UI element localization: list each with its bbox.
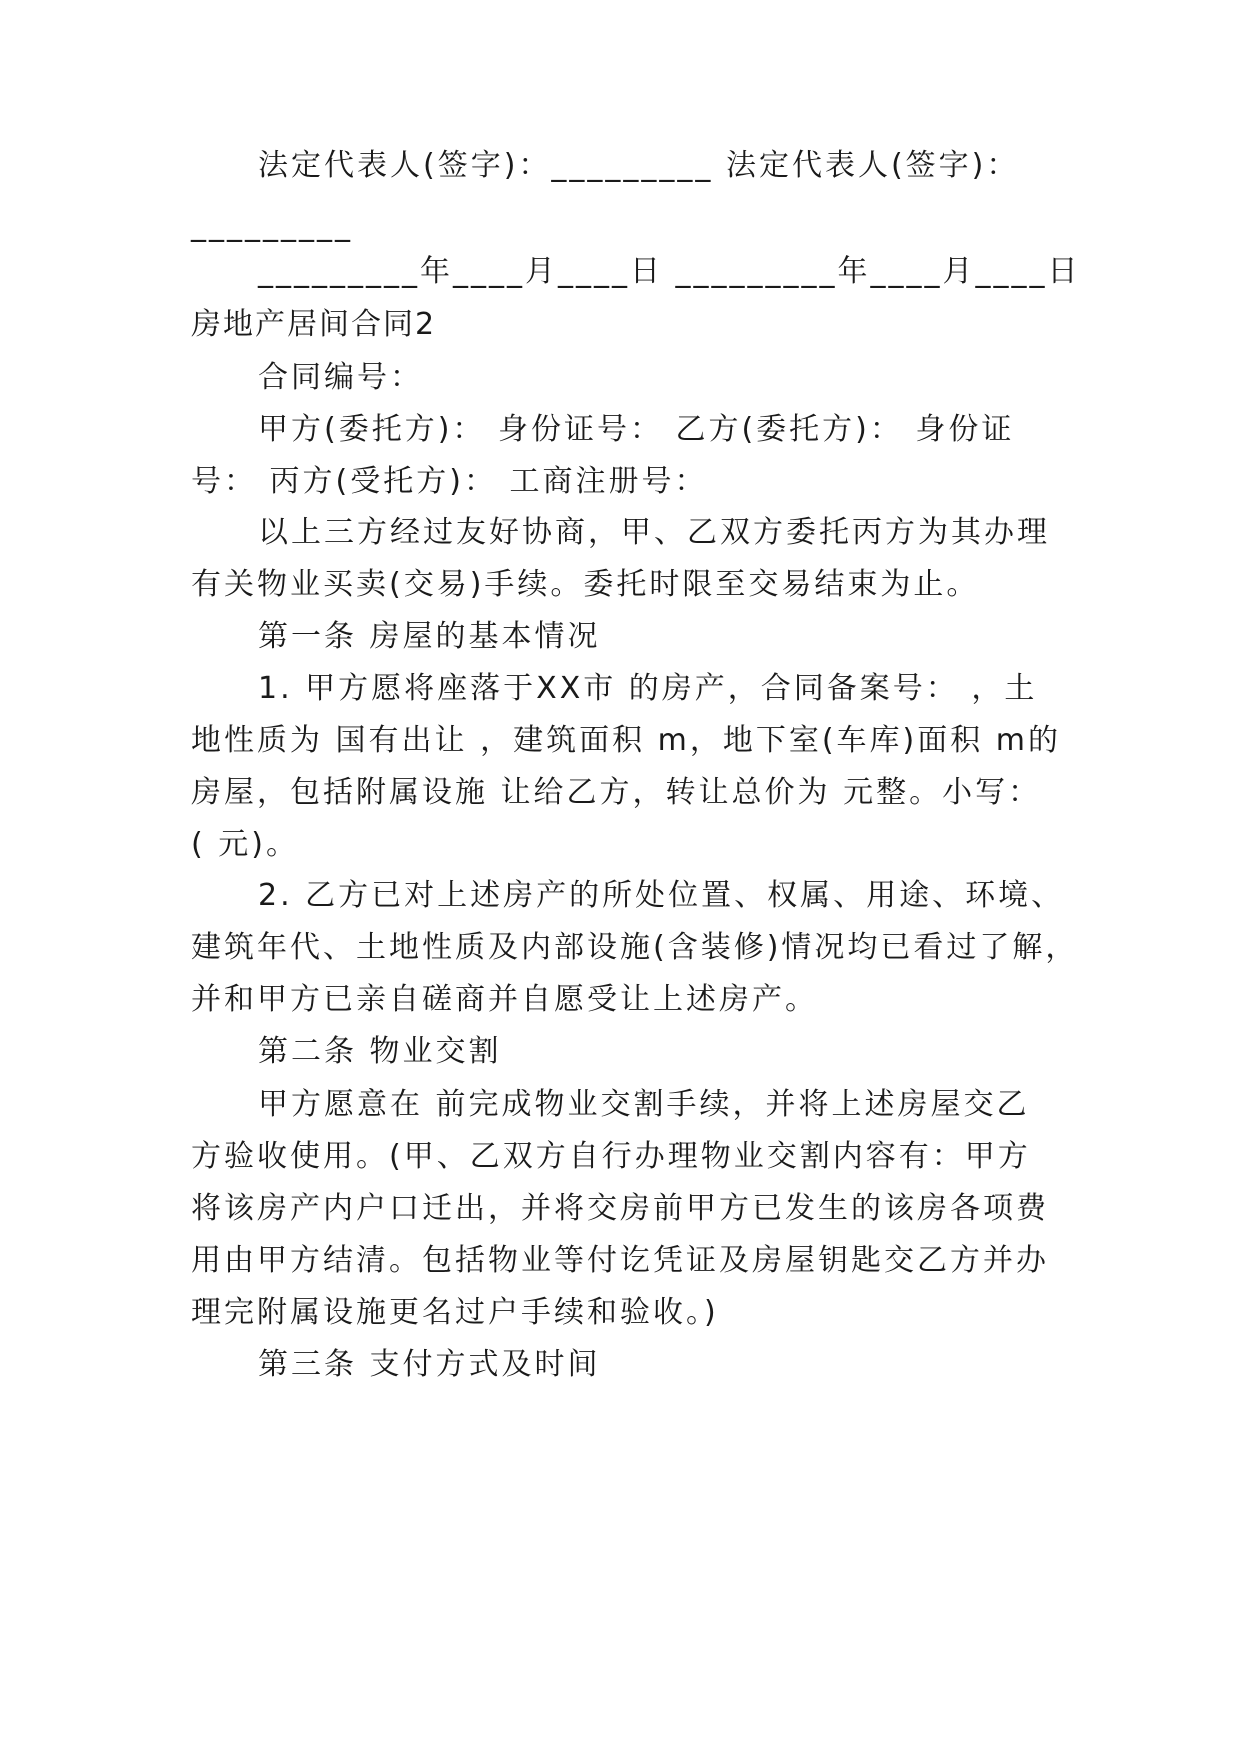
article-heading: 第一条 房屋的基本情况 bbox=[258, 619, 601, 654]
paragraph-line: 甲方愿意在 前完成物业交割手续，并将上述房屋交乙 bbox=[258, 1087, 1030, 1122]
signature-line: 法定代表人(签字)：_________ 法定代表人(签字)： bbox=[258, 148, 1020, 183]
date-line: _________年____月____日 _________年____月____日 bbox=[258, 254, 1081, 289]
paragraph-line: 方验收使用。(甲、乙双方自行办理物业交割内容有：甲方 bbox=[191, 1139, 1031, 1174]
paragraph-line: 将该房产内户口迁出，并将交房前甲方已发生的该房各项费 bbox=[191, 1191, 1049, 1226]
paragraph-line: 用由甲方结清。包括物业等付讫凭证及房屋钥匙交乙方并办 bbox=[191, 1243, 1049, 1278]
article-heading: 第二条 物业交割 bbox=[258, 1034, 502, 1069]
paragraph-line: 2. 乙方已对上述房产的所处位置、权属、用途、环境、 bbox=[258, 878, 1065, 913]
signature-underline: _________ bbox=[191, 208, 353, 243]
paragraph-line: 以上三方经过友好协商，甲、乙双方委托丙方为其办理 bbox=[258, 515, 1050, 550]
paragraph-line: 理完附属设施更名过户手续和验收。) bbox=[191, 1295, 719, 1330]
paragraph-line: 并和甲方已亲自磋商并自愿受让上述房产。 bbox=[191, 982, 818, 1017]
article-heading: 第三条 支付方式及时间 bbox=[258, 1347, 601, 1382]
contract-number: 合同编号： bbox=[258, 360, 423, 395]
paragraph-line: 地性质为 国有出让 ，建筑面积 m，地下室(车库)面积 m的 bbox=[191, 723, 1061, 758]
paragraph-line: 建筑年代、土地性质及内部设施(含装修)情况均已看过了解， bbox=[191, 930, 1079, 965]
parties-line: 号： 丙方(受托方)： 工商注册号： bbox=[191, 464, 708, 499]
paragraph-line: 1. 甲方愿将座落于XX市 的房产，合同备案号： ，土 bbox=[258, 671, 1038, 706]
contract-title: 房地产居间合同2 bbox=[191, 307, 437, 342]
paragraph-line: ( 元)。 bbox=[191, 827, 299, 862]
parties-line: 甲方(委托方)： 身份证号： 乙方(委托方)： 身份证 bbox=[258, 412, 1015, 447]
paragraph-line: 房屋，包括附属设施 让给乙方，转让总价为 元整。小写： bbox=[191, 775, 1042, 810]
paragraph-line: 有关物业买卖(交易)手续。委托时限至交易结束为止。 bbox=[191, 567, 980, 602]
